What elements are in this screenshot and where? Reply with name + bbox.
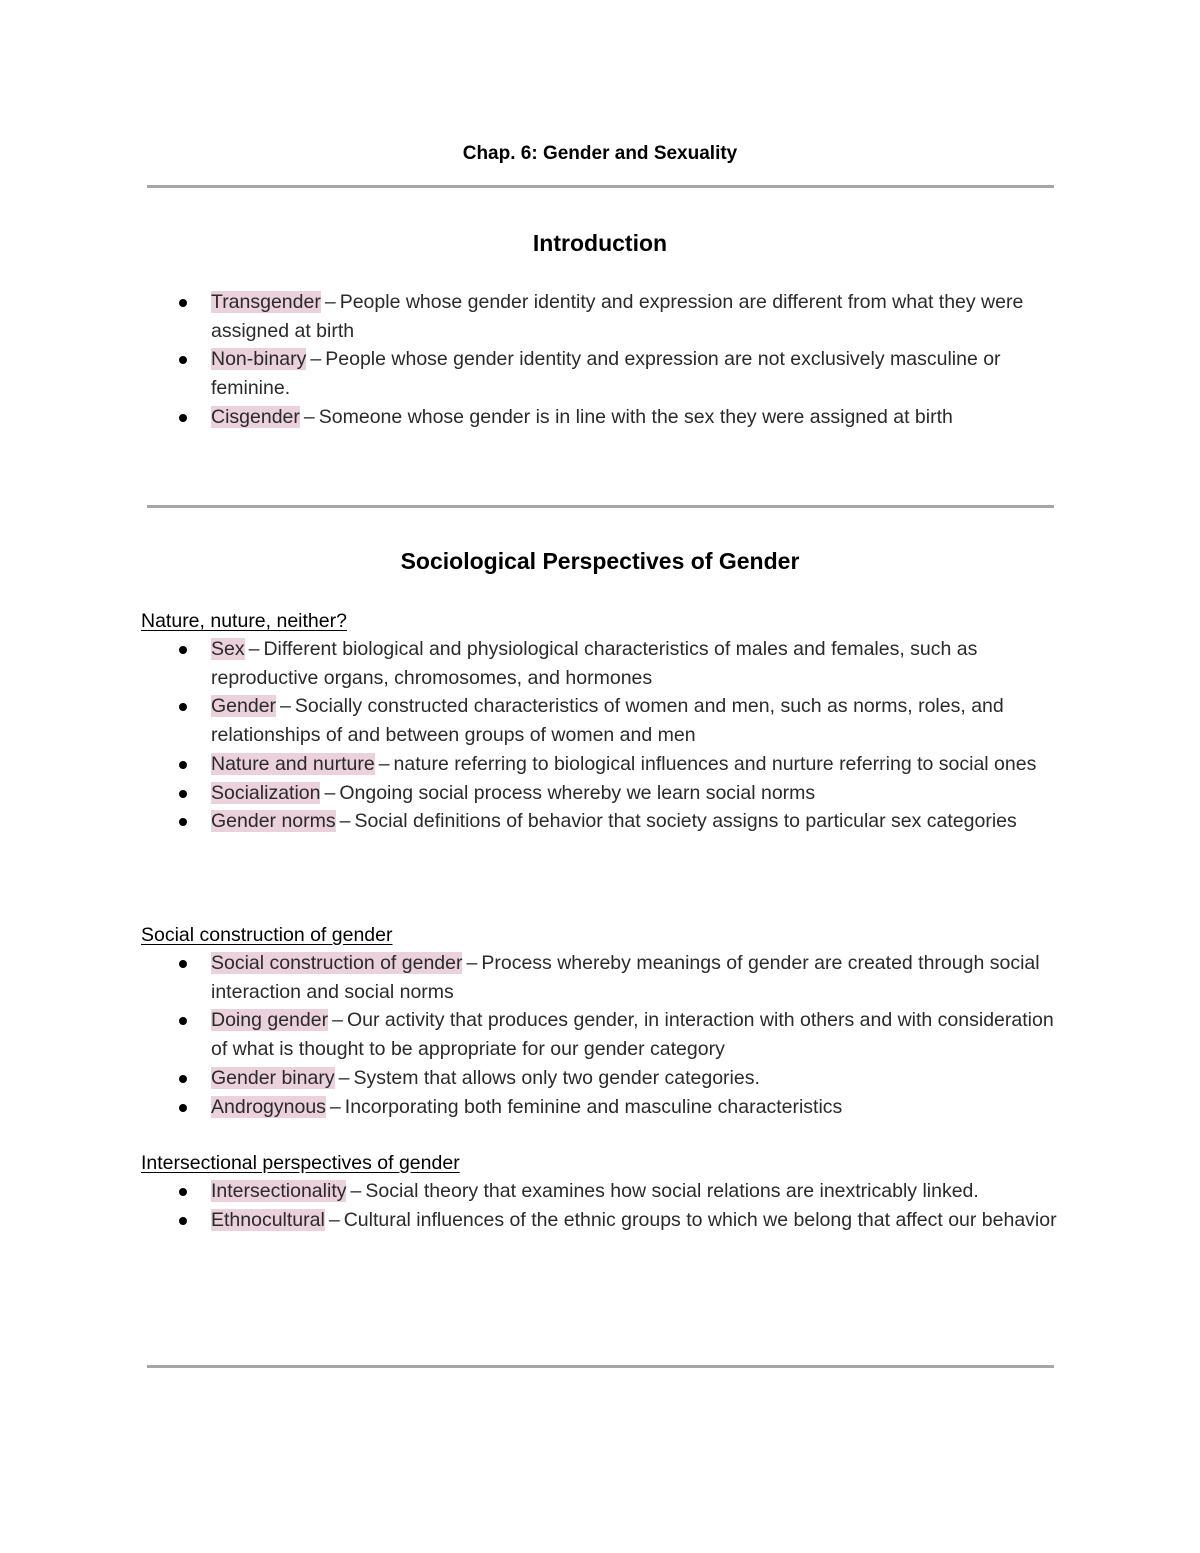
horizontal-rule	[147, 185, 1054, 188]
term-highlight: Intersectionality	[211, 1180, 347, 1202]
bullet-icon	[179, 414, 187, 422]
term-highlight: Gender	[211, 695, 277, 718]
term-highlight: Ethnocultural	[211, 1208, 325, 1231]
term-definition: Social definitions of behavior that society assigns to particular sex categories	[354, 810, 1017, 833]
bullet-icon	[179, 703, 187, 711]
list-item: Doing gender – Our activity that produces gender, in interaction with others and with consideration of what is thought to be appropriate for our gender category	[0, 1006, 1060, 1063]
term-definition: Social theory that examines how social relations are inextricably linked.	[365, 1180, 979, 1202]
term-definition: Socially constructed characteristics of women and men, such as norms, roles, and relationships of and between groups of women and men	[211, 695, 1004, 747]
term-definition: Incorporating both feminine and masculine characteristics	[344, 1095, 843, 1118]
page-title: Chap. 6: Gender and Sexuality	[462, 143, 738, 164]
term-definition: People whose gender identity and expression are not exclusively masculine or feminine.	[211, 348, 1001, 400]
term-definition: Ongoing social process whereby we learn social norms	[339, 781, 816, 804]
list-item: Cisgender – Someone whose gender is in line with the sex they were assigned at birth	[0, 403, 1060, 432]
term-definition: nature referring to biological influences and nurture referring to social ones	[393, 752, 1037, 775]
bullet-icon	[179, 646, 187, 654]
bullet-icon	[179, 761, 187, 769]
intersectional-term-list	[0, 1177, 1060, 1234]
horizontal-rule	[147, 505, 1054, 508]
term-definition: Process whereby meanings of gender are created through social interaction and social norms	[211, 952, 1040, 1003]
subheading-nature-nurture: Nature, nuture, neither?	[141, 610, 347, 632]
term-definition: Cultural influences of the ethnic groups to which we belong that affect our behavior	[343, 1208, 1057, 1231]
term-highlight: Androgynous	[211, 1095, 326, 1118]
list-item: Gender norms – Social definitions of behavior that society assigns to particular sex categories	[0, 807, 1060, 836]
term-highlight: Socialization	[211, 781, 321, 804]
social-construction-term-list	[0, 949, 1060, 1121]
subheading-intersectional: Intersectional perspectives of gender	[141, 1152, 460, 1174]
bullet-icon	[179, 299, 187, 307]
horizontal-rule	[147, 1365, 1054, 1368]
term-highlight: Non-binary	[211, 348, 307, 371]
bullet-icon	[179, 960, 187, 968]
term-definition: Different biological and physiological characteristics of males and females, such as reproductive organs, chromosomes, and hormones	[211, 638, 978, 689]
term-highlight: Nature and nurture	[211, 752, 375, 775]
list-item: Transgender – People whose gender identity and expression are different from what they were assigned at birth	[0, 288, 1060, 345]
term-definition: People whose gender identity and expression are different from what they were assigned at birth	[211, 291, 1024, 342]
bullet-icon	[179, 1017, 187, 1025]
bullet-icon	[179, 790, 187, 798]
nature-nurture-term-list	[0, 635, 1060, 836]
list-item: Intersectionality – Social theory that examines how social relations are inextricably linked.	[0, 1177, 1060, 1206]
list-item: Sex – Different biological and physiological characteristics of males and females, such as reproductive organs, chromosomes, and hormones	[0, 635, 1060, 692]
bullet-icon	[179, 818, 187, 826]
list-item: Androgynous – Incorporating both feminine and masculine characteristics	[0, 1093, 1060, 1122]
section-heading-sociological: Sociological Perspectives of Gender	[400, 548, 800, 574]
list-item: Socialization – Ongoing social process whereby we learn social norms	[0, 779, 1060, 808]
term-definition: System that allows only two gender categories.	[353, 1066, 760, 1089]
list-item: Gender – Socially constructed characteristics of women and men, such as norms, roles, and relationships of and between groups of women and men	[0, 692, 1060, 749]
introduction-term-list	[0, 288, 1060, 432]
subheading-social-construction: Social construction of gender	[141, 924, 393, 946]
bullet-icon	[179, 1104, 187, 1112]
term-highlight: Doing gender	[211, 1009, 329, 1032]
list-item: Nature and nurture – nature referring to biological influences and nurture referring to social ones	[0, 750, 1060, 779]
term-definition: Our activity that produces gender, in interaction with others and with consideration of what is thought to be appropriate for our gender category	[211, 1009, 1054, 1061]
list-item: Social construction of gender – Process whereby meanings of gender are created through social interaction and social norms	[0, 949, 1060, 1006]
bullet-icon	[179, 1188, 187, 1196]
bullet-icon	[179, 1075, 187, 1083]
list-item: Ethnocultural – Cultural influences of the ethnic groups to which we belong that affect our behavior	[0, 1206, 1060, 1235]
term-highlight: Gender binary	[211, 1066, 335, 1089]
term-highlight: Cisgender	[211, 405, 300, 428]
term-highlight: Social construction of gender	[211, 952, 463, 974]
list-item: Non-binary – People whose gender identity and expression are not exclusively masculine or feminine.	[0, 345, 1060, 402]
bullet-icon	[179, 1217, 187, 1225]
section-heading-introduction: Introduction	[532, 230, 668, 256]
term-definition: Someone whose gender is in line with the sex they were assigned at birth	[318, 405, 953, 428]
term-highlight: Gender norms	[211, 810, 336, 833]
term-highlight: Transgender	[211, 291, 321, 313]
bullet-icon	[179, 356, 187, 364]
list-item: Gender binary – System that allows only two gender categories.	[0, 1064, 1060, 1093]
term-highlight: Sex	[211, 638, 245, 660]
